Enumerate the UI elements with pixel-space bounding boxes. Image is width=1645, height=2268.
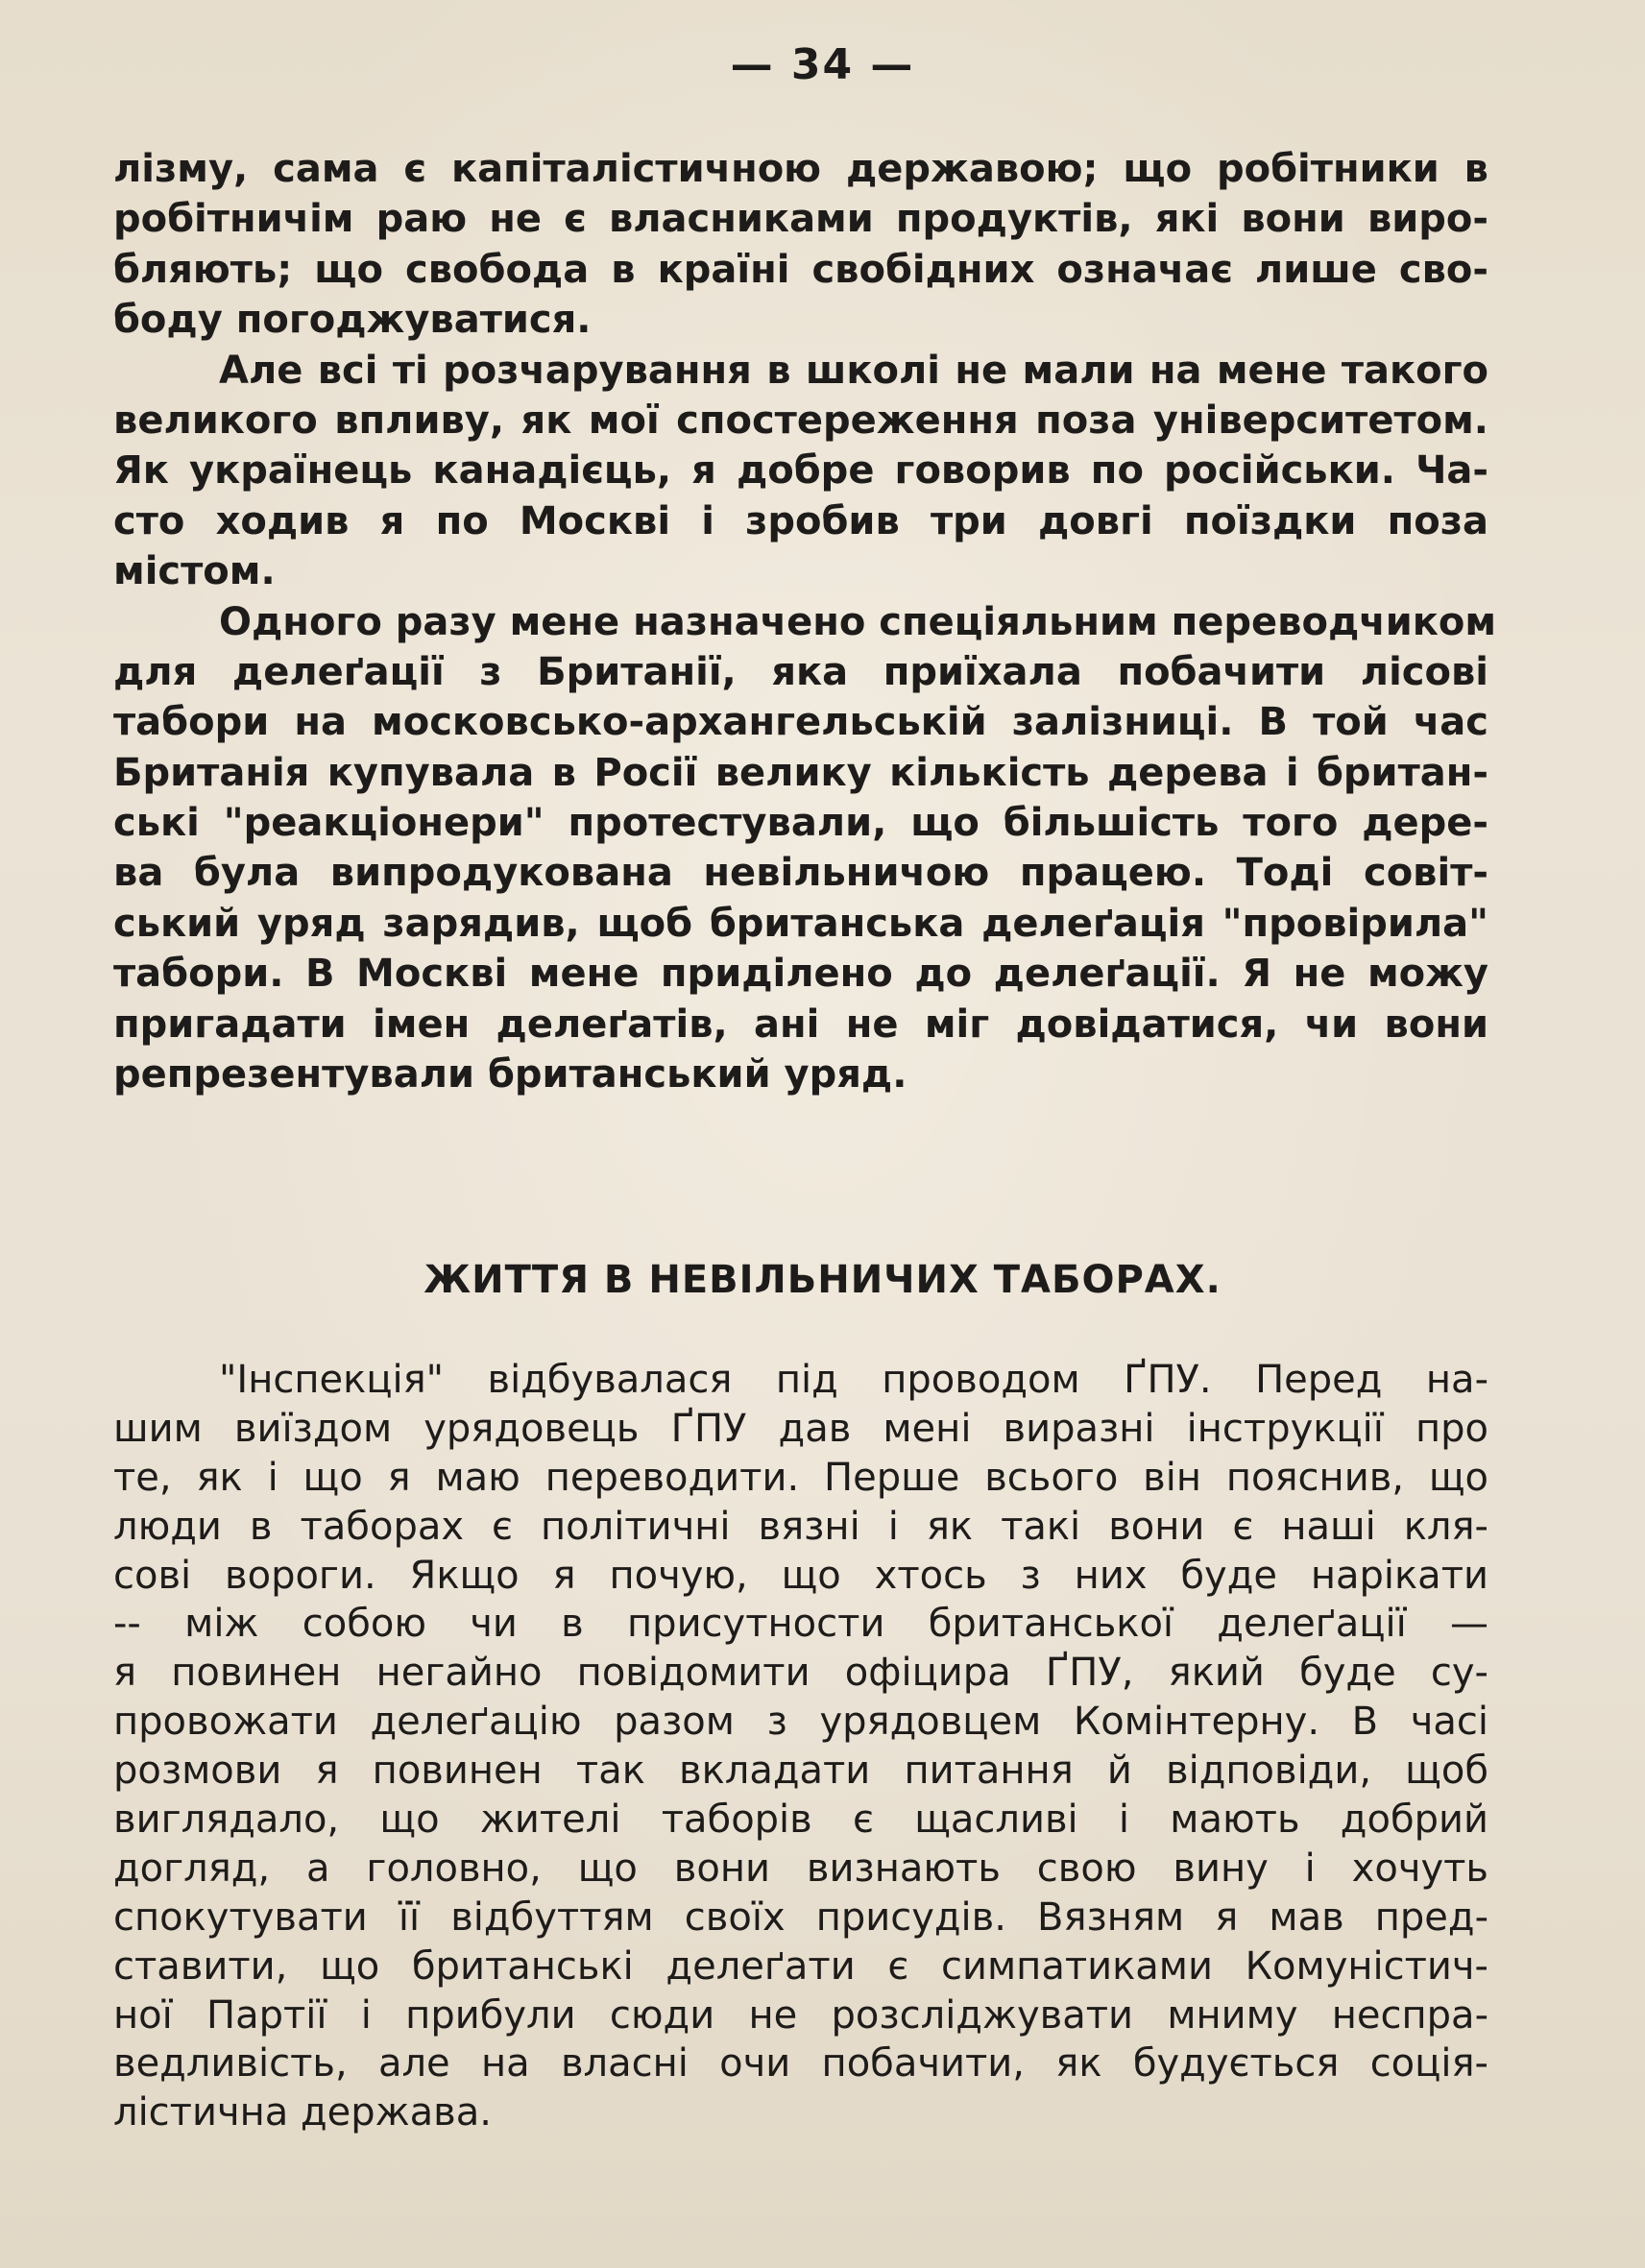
text-line: ведливість, але на власні очи побачити, як будується соція-: [113, 2041, 1488, 2087]
text-line: люди в таборах є політичні вязні і як такі вони є наші кля-: [113, 1504, 1488, 1549]
text-line: ські "реакціонери" протестували, що більшість того дере-: [113, 801, 1488, 846]
text-line: ної Партії і прибули сюди не розсліджувати мниму неспра-: [113, 1992, 1488, 2038]
section-one-text: [113, 144, 1497, 1099]
section-two-text: [113, 1356, 1488, 2137]
text-line: те, як і що я маю переводити. Перше всього він пояснив, що: [113, 1455, 1488, 1500]
text-line: Але всі ті розчарування в школі не мали на мене такого: [219, 348, 1488, 393]
text-line: лізму, сама є капіталістичною державою; що робітники в: [113, 147, 1488, 191]
text-line: Британія купувала в Росії велику кількість дерева і британ-: [113, 750, 1488, 795]
text-line: ставити, що британські делеґати є симпатиками Комуністич-: [113, 1943, 1488, 1989]
text-line: для делеґації з Британії, яка приїхала побачити лісові: [113, 649, 1488, 694]
text-line: табори. В Москві мене приділено до делеґації. Я не можу: [113, 952, 1488, 997]
text-line: табори на московсько-архангельській залізниці. В той час: [113, 700, 1488, 745]
text-line: Одного разу мене назначено спеціяльним переводчиком: [219, 599, 1497, 644]
text-line: містом.: [113, 549, 276, 594]
text-line: ва була випродукована невільничою працею. Тоді совіт-: [113, 851, 1488, 896]
text-line: репрезентували британський уряд.: [113, 1052, 907, 1098]
text-line: спокутувати її відбуттям своїх присудів. Вязням я мав пред-: [113, 1894, 1488, 1940]
text-line: ський уряд зарядив, щоб британська делеґація "провірила": [113, 901, 1488, 946]
text-line: великого впливу, як мої спостереження поза університетом.: [113, 398, 1488, 443]
text-line: пригадати імен делеґатів, ані не міг довідатися, чи вони: [113, 1001, 1488, 1047]
text-line: догляд, а головно, що вони визнають свою вину і хочуть: [113, 1846, 1488, 1891]
text-line: виглядало, що жителі таборів є щасливі і мають добрий: [113, 1798, 1488, 1843]
text-line: -- між собою чи в присутности британської делеґації —: [113, 1602, 1488, 1647]
section-heading: ЖИТТЯ В НЕВІЛЬНИЧИХ ТАБОРАХ.: [423, 1258, 1222, 1302]
text-line: бляють; що свобода в країні свобідних означає лише сво-: [113, 247, 1488, 292]
text-line: я повинен негайно повідомити офіцира ҐПУ, який буде су-: [113, 1651, 1488, 1696]
page-number: — 34 —: [730, 40, 915, 89]
text-line: провожати делеґацію разом з урядовцем Комінтерну. В часі: [113, 1700, 1488, 1745]
text-line: боду погоджуватися.: [113, 298, 592, 343]
text-line: робітничім раю не є власниками продуктів, які вони виро-: [113, 197, 1488, 242]
text-line: сто ходив я по Москві і зробив три довгі поїздки поза: [113, 498, 1488, 543]
text-line: лістична держава.: [113, 2090, 492, 2135]
text-line: Як українець канадієць, я добре говорив по російськи. Ча-: [113, 448, 1488, 494]
text-line: сові вороги. Якщо я почую, що хтось з них буде нарікати: [113, 1553, 1488, 1598]
text-line: розмови я повинен так вкладати питання й відповіди, щоб: [113, 1749, 1488, 1794]
text-line: шим виїздом урядовець ҐПУ дав мені виразні інструкції про: [113, 1406, 1488, 1451]
text-line: "Інспекція" відбувалася під проводом ҐПУ. Перед на-: [219, 1358, 1488, 1402]
